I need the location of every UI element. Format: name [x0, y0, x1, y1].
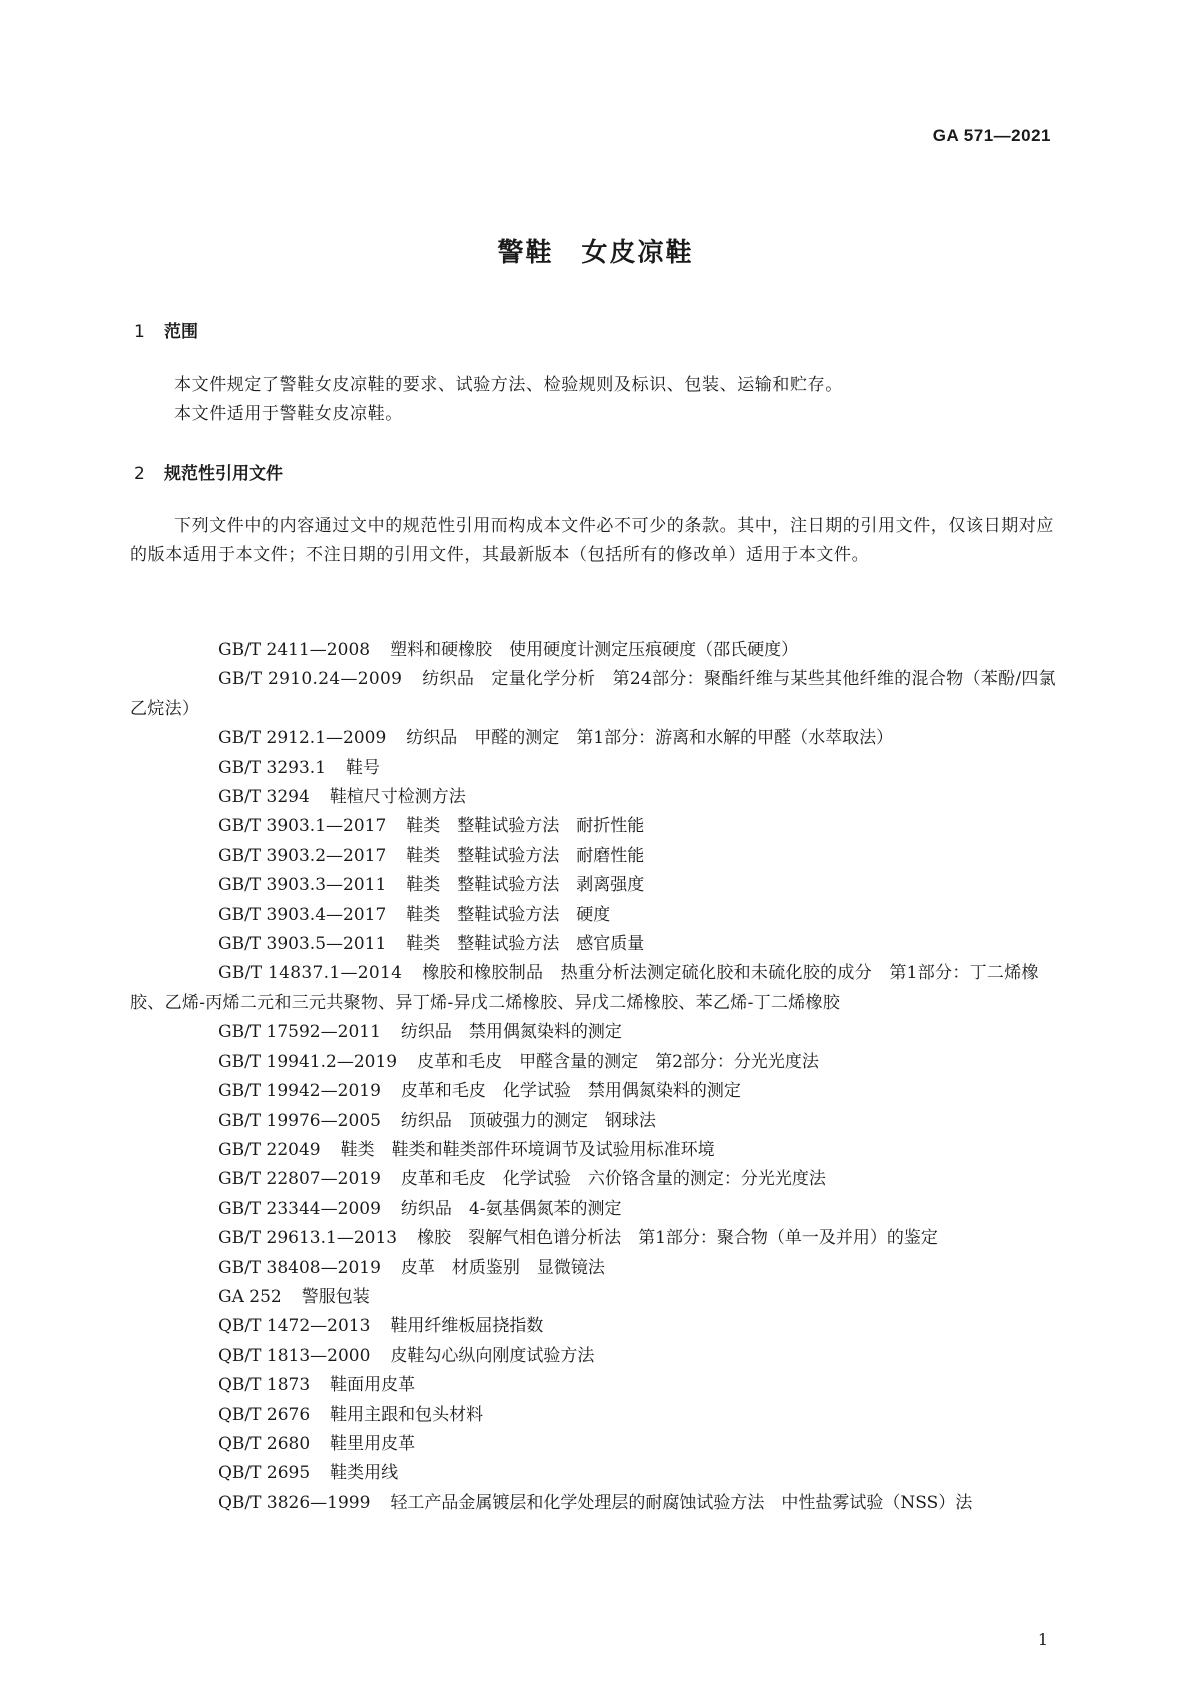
reference-code: GB/T 3903.2—2017: [218, 845, 387, 866]
reference-item: [130, 871, 1060, 900]
reference-code: QB/T 1873: [218, 1375, 311, 1396]
reference-item: [130, 1459, 1060, 1488]
reference-item: [130, 842, 1060, 871]
title-part-1: 警鞋: [497, 238, 554, 268]
reference-title: 鞋里用皮革: [330, 1433, 416, 1454]
section-heading-scope: [134, 317, 198, 342]
reference-item: [130, 1048, 1060, 1077]
reference-code: GB/T 29613.1—2013: [218, 1228, 398, 1249]
reference-title: 皮革和毛皮 甲醛含量的测定 第2部分：分光光度法: [417, 1051, 819, 1072]
reference-code: GB/T 14837.1—2014: [218, 963, 403, 984]
scope-paragraphs: [130, 371, 1058, 429]
document-title: [0, 232, 1191, 269]
reference-item: [130, 1489, 1060, 1518]
reference-item: [130, 1165, 1060, 1194]
reference-title: 皮革 材质鉴别 显微镜法: [400, 1257, 605, 1278]
reference-title: 鞋用纤维板屈挠指数: [390, 1316, 544, 1337]
normative-intro: [130, 512, 1058, 570]
reference-title: 纺织品 定量化学分析 第24部分：聚酯纤维与某些其他纤维的混合物（苯酚/四氯乙烷法）: [130, 669, 1056, 719]
reference-code: GB/T 19976—2005: [218, 1110, 381, 1131]
reference-code: GB/T 3903.4—2017: [218, 904, 387, 925]
reference-code: QB/T 2695: [218, 1463, 311, 1484]
reference-title: 塑料和硬橡胶 使用硬度计测定压痕硬度（邵氏硬度）: [390, 640, 799, 660]
reference-item: [130, 783, 1060, 812]
reference-code: QB/T 1813—2000: [218, 1345, 371, 1366]
reference-title: 纺织品 顶破强力的测定 钢球法: [400, 1110, 656, 1131]
section-title: 范围: [164, 322, 198, 342]
standard-code: GA 571—2021: [932, 126, 1051, 145]
reference-code: QB/T 3826—1999: [218, 1492, 371, 1513]
reference-title: 轻工产品金属镀层和化学处理层的耐腐蚀试验方法 中性盐雾试验（NSS）法: [390, 1492, 973, 1513]
reference-code: GB/T 3903.3—2011: [218, 875, 387, 896]
reference-item: [130, 1224, 1060, 1253]
reference-code: GB/T 22049: [218, 1139, 321, 1160]
section-title: 规范性引用文件: [164, 464, 283, 484]
reference-item: [130, 1107, 1060, 1136]
reference-item: [130, 1195, 1060, 1224]
reference-item: [130, 665, 1060, 724]
reference-item: [130, 1401, 1060, 1430]
reference-item: [130, 1254, 1060, 1283]
reference-title: 鞋类 整鞋试验方法 感官质量: [406, 934, 645, 955]
scope-paragraph-2: 本文件适用于警鞋女皮凉鞋。: [174, 404, 403, 424]
reference-item: [130, 1136, 1060, 1165]
scope-paragraph-1: 本文件规定了警鞋女皮凉鞋的要求、试验方法、检验规则及标识、包装、运输和贮存。: [174, 375, 843, 395]
reference-title: 橡胶和橡胶制品 热重分析法测定硫化胶和未硫化胶的成分 第1部分：丁二烯橡胶、乙烯-丙烯二元和三元共聚物、异丁烯-异戊二烯橡胶、异戊二烯橡胶、苯乙烯-丁二烯橡胶: [130, 963, 1039, 1013]
reference-title: 皮鞋勾心纵向刚度试验方法: [390, 1345, 595, 1366]
reference-title: 鞋号: [346, 757, 381, 778]
reference-code: GB/T 3903.5—2011: [218, 934, 387, 955]
reference-code: GB/T 17592—2011: [218, 1022, 381, 1043]
normative-intro-text: 下列文件中的内容通过文中的规范性引用而构成本文件必不可少的条款。其中，注日期的引用文件，仅该日期对应的版本适用于本文件；不注日期的引用文件，其最新版本（包括所有的修改单）适用于本文件。: [130, 516, 1054, 565]
reference-code: GB/T 19941.2—2019: [218, 1051, 398, 1072]
reference-code: GB/T 3903.1—2017: [218, 816, 387, 837]
reference-item: [130, 1371, 1060, 1400]
reference-item: [130, 754, 1060, 783]
page-number: 1: [1037, 1630, 1048, 1649]
reference-title: 鞋类 整鞋试验方法 耐磨性能: [406, 845, 645, 866]
reference-item: [130, 1077, 1060, 1106]
reference-item: [130, 1283, 1060, 1312]
reference-title: 鞋类 整鞋试验方法 硬度: [406, 904, 611, 925]
reference-item: [130, 1430, 1060, 1459]
reference-item: [130, 1312, 1060, 1341]
reference-title: 皮革和毛皮 化学试验 六价铬含量的测定：分光光度法: [400, 1169, 826, 1190]
reference-code: QB/T 1472—2013: [218, 1316, 371, 1337]
reference-item: [130, 959, 1060, 1018]
reference-code: GB/T 3294: [218, 787, 310, 808]
section-number: 2: [134, 464, 145, 484]
reference-code: QB/T 2676: [218, 1404, 311, 1425]
reference-title: 纺织品 4-氨基偶氮苯的测定: [400, 1198, 622, 1219]
reference-item: [130, 930, 1060, 959]
reference-code: GB/T 2912.1—2009: [218, 728, 387, 749]
reference-item: [130, 724, 1060, 753]
reference-code: QB/T 2680: [218, 1433, 311, 1454]
reference-code: GA 252: [218, 1286, 282, 1307]
title-part-2: 女皮凉鞋: [581, 238, 694, 268]
reference-item: [130, 1018, 1060, 1047]
reference-item: [130, 636, 1060, 665]
reference-code: GB/T 2910.24—2009: [218, 669, 403, 690]
reference-title: 皮革和毛皮 化学试验 禁用偶氮染料的测定: [400, 1081, 741, 1102]
section-number: 1: [134, 322, 145, 342]
reference-title: 鞋类 整鞋试验方法 耐折性能: [406, 816, 645, 837]
reference-title: 纺织品 禁用偶氮染料的测定: [400, 1022, 622, 1043]
reference-title: 鞋用主跟和包头材料: [330, 1404, 484, 1425]
reference-item: [130, 901, 1060, 930]
section-heading-normative-references: [134, 459, 283, 484]
reference-item: [130, 812, 1060, 841]
reference-title: 鞋类 整鞋试验方法 剥离强度: [406, 875, 645, 896]
reference-title: 警服包装: [301, 1286, 370, 1307]
reference-list: [130, 636, 1060, 1518]
reference-code: GB/T 22807—2019: [218, 1169, 381, 1190]
reference-title: 鞋楦尺寸检测方法: [329, 787, 466, 808]
reference-title: 纺织品 甲醛的测定 第1部分：游离和水解的甲醛（水萃取法）: [406, 728, 894, 749]
reference-code: GB/T 19942—2019: [218, 1081, 381, 1102]
reference-title: 橡胶 裂解气相色谱分析法 第1部分：聚合物（单一及并用）的鉴定: [417, 1228, 938, 1249]
reference-title: 鞋面用皮革: [330, 1375, 416, 1396]
reference-code: GB/T 38408—2019: [218, 1257, 381, 1278]
reference-code: GB/T 3293.1: [218, 757, 327, 778]
reference-title: 鞋类用线: [330, 1463, 399, 1484]
reference-title: 鞋类 鞋类和鞋类部件环境调节及试验用标准环境: [340, 1139, 715, 1160]
reference-code: GB/T 23344—2009: [218, 1198, 381, 1219]
reference-item: [130, 1342, 1060, 1371]
reference-code: GB/T 2411—2008: [218, 640, 371, 660]
